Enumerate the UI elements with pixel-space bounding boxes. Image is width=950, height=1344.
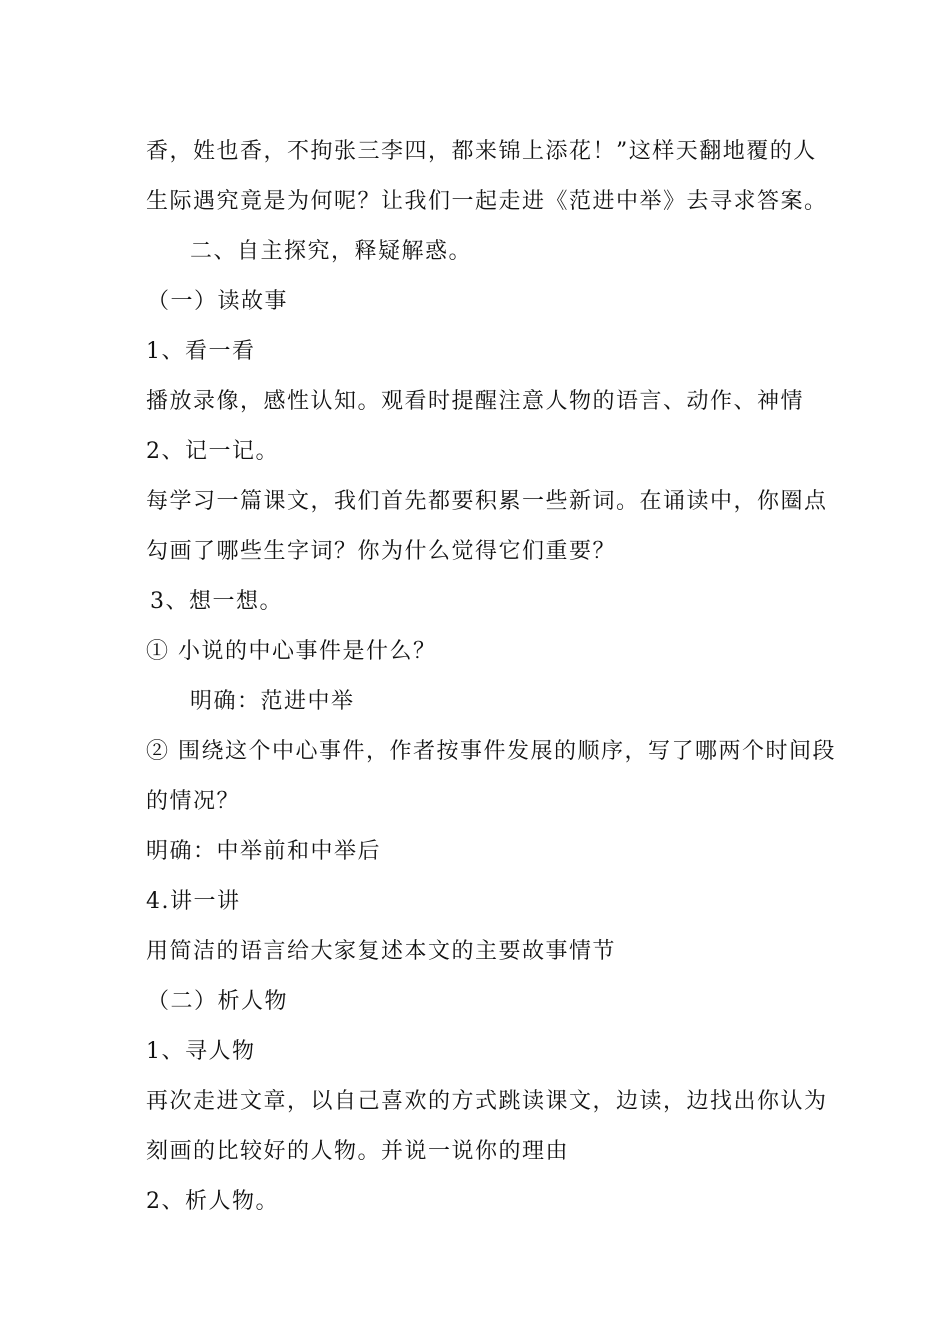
subsection-heading-read-story: （一）读故事: [147, 289, 289, 314]
text-line-2: 生际遇究竟是为何呢？让我们一起走进《范进中举》去寻求答案。: [146, 189, 828, 214]
subsection-heading-analyze-characters: （二）析人物: [147, 989, 289, 1014]
text-line-vocab-2: 勾画了哪些生字词？你为什么觉得它们重要？: [146, 539, 617, 564]
answer-2: 明确：中举前和中举后: [146, 839, 382, 864]
text-line-1: 香，姓也香，不拘张三李四，都来锦上添花！”这样天翻地覆的人: [146, 139, 817, 164]
step-heading-find-characters: 1、寻人物: [146, 1039, 256, 1064]
question-2-line-1: ② 围绕这个中心事件，作者按事件发展的顺序，写了哪两个时间段: [146, 739, 836, 764]
answer-1: 明确：范进中举: [190, 689, 355, 714]
question-2-line-2: 的情况？: [146, 789, 241, 814]
step-heading-think: 3、想一想。: [150, 589, 283, 614]
text-line-skim-2: 刻画的比较好的人物。并说一说你的理由: [146, 1139, 570, 1164]
question-1: ① 小说的中心事件是什么？: [146, 639, 437, 664]
text-line-skim-1: 再次走进文章，以自己喜欢的方式跳读课文，边读，边找出你认为: [146, 1089, 828, 1114]
step-heading-analyze-characters: 2、析人物。: [146, 1189, 279, 1214]
text-line-retell: 用简洁的语言给大家复述本文的主要故事情节: [146, 939, 617, 964]
text-line-play-video: 播放录像，感性认知。观看时提醒注意人物的语言、动作、神情: [146, 389, 805, 414]
section-heading-2: 二、自主探究，释疑解惑。: [190, 239, 473, 264]
step-heading-remember: 2、记一记。: [146, 439, 279, 464]
step-heading-tell: 4.讲一讲: [146, 889, 241, 914]
step-heading-look: 1、看一看: [146, 339, 256, 364]
text-line-vocab-1: 每学习一篇课文，我们首先都要积累一些新词。在诵读中，你圈点: [146, 489, 828, 514]
